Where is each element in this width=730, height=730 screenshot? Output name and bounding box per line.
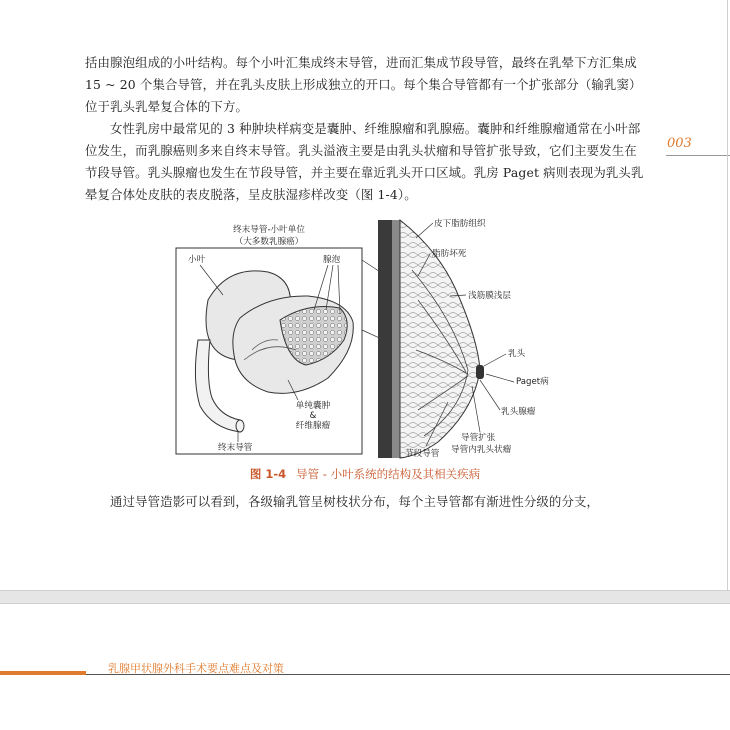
label-terminal-duct: 终末导管 [218, 443, 253, 453]
chest-wall-muscle [378, 220, 392, 458]
inset-title-line1: 终末导管-小叶单位 [233, 225, 305, 235]
nipple-shape [476, 365, 484, 379]
figure-caption [0, 466, 730, 482]
label-lobule: 小叶 [188, 255, 206, 265]
inset-title-line2: （大多数乳腺癌） [234, 237, 304, 247]
caption-text: 导管 - 小叶系统的结构及其相关疾病 [296, 467, 481, 481]
label-superficial-fascia: 浅筋膜浅层 [468, 291, 511, 301]
page-right-edge [727, 0, 728, 590]
label-subcutaneous-fat: 皮下脂肪组织 [434, 219, 486, 229]
figure-duct-lobule-diagram [168, 210, 558, 462]
label-fat-necrosis: 脂肪坏死 [432, 249, 467, 259]
page-separator [0, 591, 730, 603]
label-cyst-line2: & [309, 411, 317, 421]
label-segmental-duct: 节段导管 [405, 449, 440, 459]
label-acini: 腺泡 [323, 255, 341, 265]
label-cyst-line3: 纤维腺瘤 [295, 421, 331, 431]
label-paget: Paget病 [516, 377, 549, 387]
caption-number: 图 1-4 [249, 467, 287, 481]
label-cyst-line1: 单纯囊肿 [295, 401, 331, 411]
paragraph-2: 女性乳房中最常见的 3 种肿块样病变是囊肿、纤维腺瘤和乳腺癌。囊肿和纤维腺瘤通常在小叶部位发生，而乳腺癌则多来自终末导管。乳头溢液主要是由乳头状瘤和导管扩张导致，它们主要发生在节段导管。乳头腺瘤也发生在节段导管，并主要在靠近乳头开口区域。乳房 Paget 病则表现为乳头乳晕复合体处皮肤的表皮脱落，呈皮肤湿疹样改变（图 1-4）。 [85, 121, 644, 202]
label-intraductal-papilloma: 导管内乳头状瘤 [451, 445, 512, 455]
label-nipple: 乳头 [508, 349, 526, 359]
footer-book-title: 乳腺甲状腺外科手术要点难点及对策 [108, 662, 284, 675]
label-nipple-adenoma: 乳头腺瘤 [501, 407, 536, 417]
paragraph-3: 通过导管造影可以看到，各级输乳管呈树枝状分布，每个主导管都有渐进性分级的分支， [110, 494, 600, 509]
label-duct-ectasia: 导管扩张 [461, 433, 496, 443]
page-number-rule [666, 155, 730, 156]
paragraph-1: 括由腺泡组成的小叶结构。每个小叶汇集成终末导管，进而汇集成节段导管，最终在乳晕下方汇集成 15 ~ 20 个集合导管，并在乳头皮肤上形成独立的开口。每个集合导管都有一个扩张部分（输乳窦）位于乳头乳晕复合体的下方。 [85, 55, 642, 114]
page-number: 003 [667, 136, 692, 151]
footer-accent-bar [0, 671, 86, 675]
